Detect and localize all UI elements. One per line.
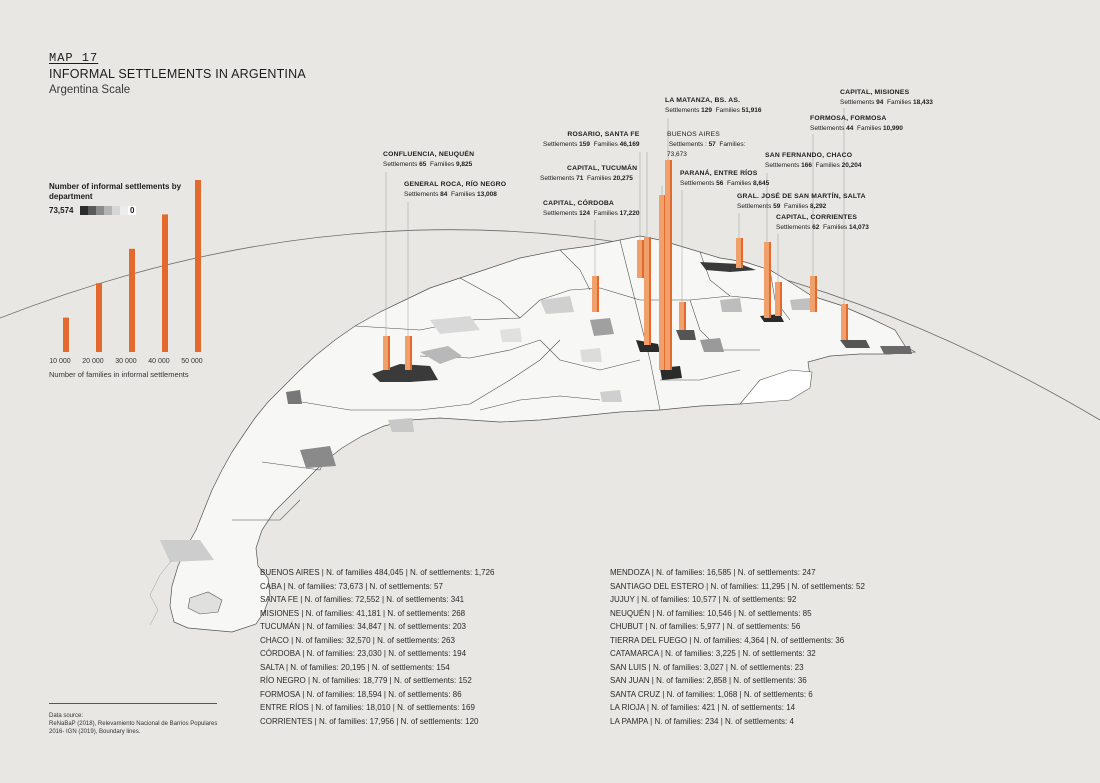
province-stat: SAN JUAN | N. of families: 2,858 | N. of settlements: 36 [610, 676, 807, 685]
bar-scale-caption: Number of families in informal settlements [49, 370, 189, 379]
prism-bar [841, 304, 848, 340]
callout-label [383, 150, 474, 170]
page-title: INFORMAL SETTLEMENTS IN ARGENTINA [49, 67, 306, 81]
legend-title: Number of informal settlements by department [49, 182, 182, 201]
prism-bar [764, 242, 771, 318]
callout-label [404, 180, 506, 200]
province-stat: RÍO NEGRO | N. of families: 18,779 | N. of settlements: 152 [260, 676, 472, 685]
legend-min-label: 0 [130, 206, 135, 215]
callout-name: CAPITAL, MISIONES [840, 89, 910, 96]
legend-swatch [112, 206, 120, 215]
callout-name: CONFLUENCIA, NEUQUÉN [383, 151, 475, 158]
prism-bar [665, 160, 672, 370]
province-stat: LA PAMPA | N. of families: 234 | N. of settlements: 4 [610, 716, 794, 726]
province-stat: NEUQUÉN | N. of families: 10,546 | N. of settlements: 85 [610, 608, 812, 618]
map-number: MAP 17 [49, 51, 99, 65]
prism-bar [637, 240, 644, 278]
callout-stats: Settlements 62 Families 14,073 [776, 224, 869, 231]
province-stat: SANTA CRUZ | N. of families: 1,068 | N. of settlements: 6 [610, 689, 813, 699]
callout-name: LA MATANZA, BS. AS. [665, 97, 741, 104]
callout-stats: Settlements 59 Families 8,292 [737, 203, 827, 210]
prism-bar [775, 282, 782, 316]
callout-label [540, 164, 637, 184]
bar-tick-label: 40 000 [148, 358, 170, 365]
legend-bar [129, 249, 135, 352]
province-stat: TUCUMÁN | N. of families: 34,847 | N. of settlements: 203 [260, 622, 467, 631]
province-stat: SANTIAGO DEL ESTERO | N. of families: 11,295 | N. of settlements: 52 [610, 581, 865, 591]
bar-tick-label: 20 000 [82, 358, 104, 365]
callout-name: PARANÁ, ENTRE RÍOS [680, 170, 758, 177]
province-stat: ENTRE RÍOS | N. of families: 18,010 | N. of settlements: 169 [260, 703, 475, 712]
callout-label [543, 130, 640, 150]
callout-stats: Settlements 124 Families 17,220 [543, 210, 640, 217]
legend-bar [63, 318, 69, 352]
province-stat: CORRIENTES | N. of families: 17,956 | N. of settlements: 120 [260, 716, 479, 726]
prism-bar [736, 238, 743, 268]
source-divider [49, 703, 217, 704]
legend-max-label: 73,574 [49, 206, 74, 215]
prism-bar [679, 302, 686, 330]
province-stat: TIERRA DEL FUEGO | N. of families: 4,364 | N. of settlements: 36 [610, 635, 845, 645]
legend-swatches [80, 206, 136, 215]
province-stat: MISIONES | N. of families: 41,181 | N. of settlements: 268 [260, 608, 466, 618]
province-stat: CHUBUT | N. of families: 5,977 | N. of settlements: 56 [610, 622, 801, 631]
source-line-1: ReNaBaP (2018), Relevamiento Nacional de Barrios Populares [49, 721, 218, 727]
legend-bar [195, 180, 201, 352]
bar-tick-label: 10 000 [49, 358, 71, 365]
callout-name: ROSARIO, SANTA FE [567, 131, 640, 138]
callout-label [680, 169, 769, 189]
callout-name: CAPITAL, CORRIENTES [776, 214, 858, 221]
callout-label [543, 199, 640, 219]
callout-name: CAPITAL, CÓRDOBA [543, 200, 615, 207]
province-stat: JUJUY | N. of families: 10,577 | N. of settlements: 92 [610, 595, 797, 604]
prism-bar [659, 195, 666, 370]
callout-label [840, 88, 933, 108]
data-source [49, 712, 249, 736]
page-subtitle: Argentina Scale [49, 84, 131, 96]
province-stat: SAN LUIS | N. of families: 3,027 | N. of settlements: 23 [610, 662, 804, 672]
legend-swatch [120, 206, 128, 215]
callout-label [665, 96, 762, 116]
callout-stats: Settlements 94 Families 18,433 [840, 99, 933, 106]
callout-label [810, 114, 903, 134]
province-stat: CÓRDOBA | N. of families: 23,030 | N. of settlements: 194 [260, 649, 467, 658]
callout-stats: Settlements 65 Families 9,825 [383, 161, 473, 168]
callout-stats: Settlements 44 Families 10,990 [810, 125, 903, 132]
province-stat: SANTA FE | N. of families: 72,552 | N. of settlements: 341 [260, 595, 465, 604]
prism-bar [592, 276, 599, 312]
legend-swatch [96, 206, 104, 215]
province-stat: MENDOZA | N. of families: 16,585 | N. of settlements: 247 [610, 568, 816, 577]
legend-swatch [88, 206, 96, 215]
callout-name: BUENOS AIRES [667, 131, 721, 138]
province-stat: CHACO | N. of families: 32,570 | N. of settlements: 263 [260, 635, 455, 645]
province-list-right [610, 566, 865, 728]
source-line-2: 2016- IGN (2019), Boundary lines. [49, 729, 141, 735]
callout-stats: Settlements 159 Families 46,169 [543, 141, 640, 148]
callout-stats: Settlements 56 Families 8,645 [680, 180, 770, 187]
callout-label [737, 192, 866, 212]
callout-name: FORMOSA, FORMOSA [810, 115, 887, 122]
callout-label [765, 151, 862, 171]
province-stat: SALTA | N. of families: 20,195 | N. of settlements: 154 [260, 662, 450, 672]
province-stat: CATAMARCA | N. of families: 3,225 | N. of settlements: 32 [610, 649, 816, 658]
prism-bar [383, 336, 390, 370]
legend-bar [96, 283, 102, 352]
province-stat: BUENOS AIRES | N. of families 484,045 | N. of settlements: 1,726 [260, 568, 495, 577]
callout-stats: Settlements : 57 Families: 73,673 [667, 141, 746, 158]
callout-stats: Settlements 129 Families 51,916 [665, 107, 762, 114]
prism-bar [810, 276, 817, 312]
province-list-left [260, 566, 494, 728]
legend-bar [162, 214, 168, 352]
callout-name: CAPITAL, TUCUMÁN [567, 165, 638, 172]
callout-stats: Settlements 71 Families 20,275 [540, 175, 633, 182]
bar-tick-label: 30 000 [115, 358, 137, 365]
prism-bar [644, 237, 651, 345]
callout-name: SAN FERNANDO, CHACO [765, 152, 853, 159]
callout-name: GENERAL ROCA, RÍO NEGRO [404, 181, 507, 188]
callout-label [667, 130, 747, 160]
legend-swatch [80, 206, 88, 215]
province-stat: FORMOSA | N. of families: 18,594 | N. of settlements: 86 [260, 689, 462, 699]
chile-coast [150, 560, 172, 625]
source-heading: Data source: [49, 713, 84, 719]
province-stat: CABA | N. of families: 73,673 | N. of settlements: 57 [260, 581, 443, 591]
callout-stats: Settlements 166 Families 20,204 [765, 162, 862, 169]
province-stat: LA RIOJA | N. of families: 421 | N. of settlements: 14 [610, 703, 796, 712]
callout-stats: Settlements 84 Families 13,008 [404, 191, 497, 198]
callout-label [776, 213, 869, 233]
prism-bar [405, 336, 412, 370]
callout-name: GRAL. JOSÉ DE SAN MARTÍN, SALTA [737, 193, 866, 200]
legend-swatch [104, 206, 112, 215]
bar-tick-label: 50 000 [181, 358, 203, 365]
